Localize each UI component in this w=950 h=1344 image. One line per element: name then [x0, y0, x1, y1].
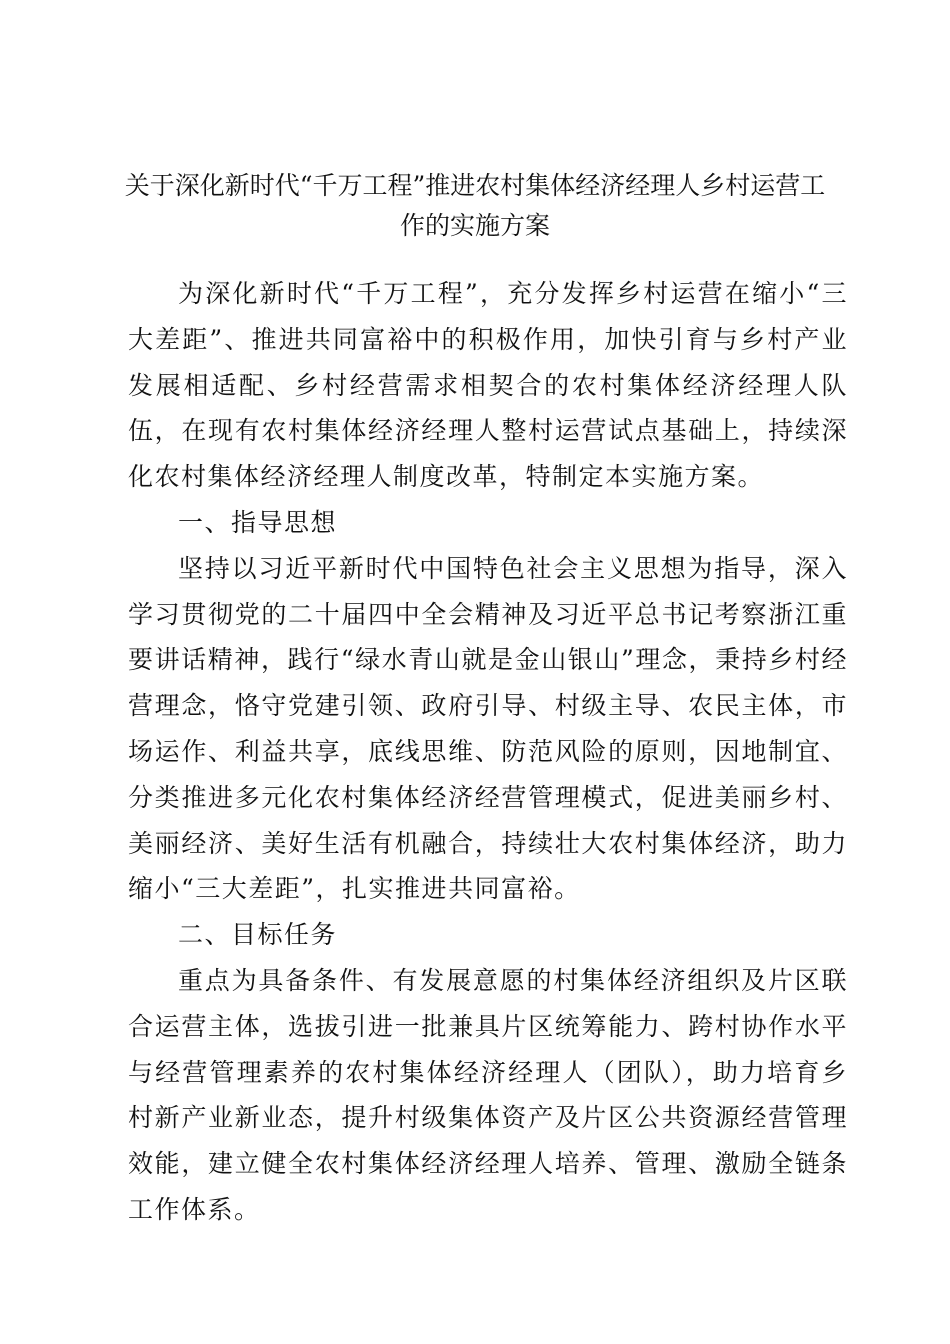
document-body [128, 271, 848, 1233]
guiding-ideology-paragraph: 坚持以习近平新时代中国特色社会主义思想为指导，深入学习贯彻党的二十届四中全会精神及习近平总书记考察浙江重要讲话精神，践行“绿水青山就是金山银山”理念，秉持乡村经营理念，恪守党建引领、政府引导、村级主导、农民主体，市场运作、利益共享，底线思维、防范风险的原则，因地制宜、分类推进多元化农村集体经济经营管理模式，促进美丽乡村、美丽经济、美好生活有机融合，持续壮大农村集体经济，助力缩小“三大差距”，扎实推进共同富裕。 [128, 553, 848, 904]
intro-paragraph: 为深化新时代“千万工程”，充分发挥乡村运营在缩小“三大差距”、推进共同富裕中的积极作用，加快引育与乡村产业发展相适配、乡村经营需求相契合的农村集体经济经理人队伍，在现有农村集体经济经理人整村运营试点基础上，持续深化农村集体经济经理人制度改革，特制定本实施方案。 [128, 279, 848, 492]
section-heading-guiding-ideology: 一、指导思想 [178, 507, 338, 537]
goals-tasks-paragraph: 重点为具备条件、有发展意愿的村集体经济组织及片区联合运营主体，选拔引进一批兼具片区统筹能力、跨村协作水平与经营管理素养的农村集体经济经理人（团队），助力培育乡村新产业新业态，提升村级集体资产及片区公共资源经营管理效能，建立健全农村集体经济经理人培养、管理、激励全链条工作体系。 [128, 965, 848, 1224]
document-title: 关于深化新时代“千万工程”推进农村集体经济经理人乡村运营工作的实施方案 [124, 171, 826, 240]
section-heading-goals-tasks: 二、目标任务 [178, 920, 338, 950]
